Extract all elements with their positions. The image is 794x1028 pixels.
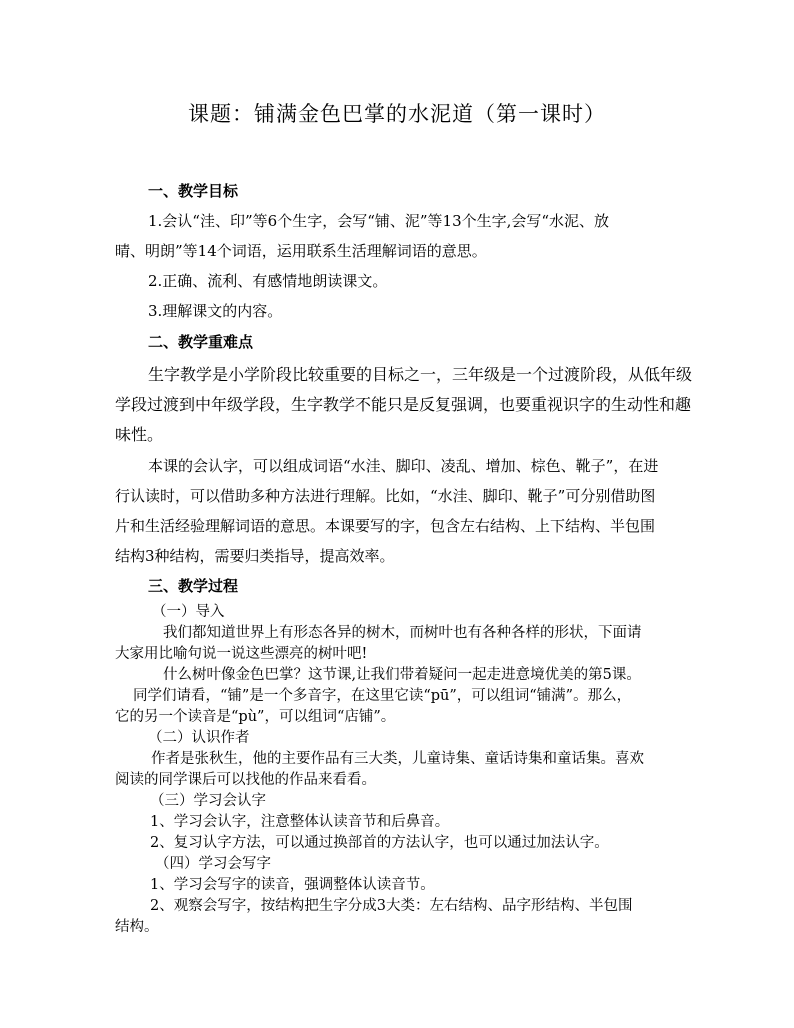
process-intro-line-1: 我们都知道世界上有形态各异的树木，而树叶也有各种各样的形状，下面请 xyxy=(163,625,642,641)
goals-line-2: 晴、明朗”等14个词语，运用联系生活理解词语的意思。 xyxy=(115,242,487,260)
process-author-heading: （二）认识作者 xyxy=(148,730,250,746)
difficulties-para2-line-1: 本课的会认字，可以组成词语“水洼、脚印、凌乱、增加、棕色、靴子”，在进 xyxy=(148,457,659,475)
process-write-heading: （四）学习会写字 xyxy=(155,856,271,872)
process-read-heading: （三）学习会认字 xyxy=(150,793,266,809)
goals-line-4: 3.理解课文的内容。 xyxy=(148,302,283,320)
process-intro-line-5: 它的另一个读音是“pù”，可以组词“店铺”。 xyxy=(115,709,396,725)
process-write-line-2: 2、观察会写字，按结构把生字分成3大类：左右结构、品字形结构、半包围 xyxy=(150,898,633,914)
process-write-line-1: 1、学习会写字的读音，强调整体认读音节。 xyxy=(150,877,435,893)
process-intro-line-4: 同学们请看，“铺”是一个多音字，在这里它读“pū”，可以组词“铺满”。那么， xyxy=(133,688,632,704)
process-author-line-1: 作者是张秋生，他的主要作品有三大类，儿童诗集、童话诗集和童话集。喜欢 xyxy=(151,751,644,767)
difficulties-para1-line-3: 味性。 xyxy=(115,425,164,444)
difficulties-para2-line-2: 行认读时，可以借助多种方法进行理解。比如，“水洼、脚印、靴子”可分别借助图 xyxy=(115,487,656,505)
section-heading-process: 三、教学过程 xyxy=(148,577,239,595)
process-read-line-1: 1、学习会认字，注意整体认读音节和后鼻音。 xyxy=(150,814,450,830)
goals-line-1: 1.会认“洼、印”等6个生字，会写“铺、泥”等13个生字,会写“水泥、放 xyxy=(148,212,610,230)
difficulties-para1-line-1: 生字教学是小学阶段比较重要的目标之一，三年级是一个过渡阶段，从低年级 xyxy=(148,365,693,384)
lesson-title: 课题：铺满金色巴掌的水泥道（第一课时） xyxy=(188,102,606,126)
goals-line-3: 2.正确、流利、有感情地朗读课文。 xyxy=(148,272,388,290)
process-author-line-2: 阅读的同学课后可以找他的作品来看看。 xyxy=(115,772,376,788)
difficulties-para2-line-3: 片和生活经验理解词语的意思。本课要写的字，包含左右结构、上下结构、半包围 xyxy=(115,517,656,535)
process-intro-heading: （一）导入 xyxy=(152,604,225,620)
difficulties-para2-line-4: 结构3种结构，需要归类指导，提高效率。 xyxy=(115,547,395,565)
process-write-line-3: 结构。 xyxy=(115,919,159,935)
process-intro-line-2: 大家用比喻句说一说这些漂亮的树叶吧! xyxy=(115,646,368,662)
process-intro-line-3: 什么树叶像金色巴掌？这节课,让我们带着疑问一起走进意境优美的第5课。 xyxy=(163,667,641,683)
section-heading-difficulties: 二、教学重难点 xyxy=(148,333,254,351)
section-heading-goals: 一、教学目标 xyxy=(148,182,239,200)
process-read-line-2: 2、复习认字方法，可以通过换部首的方法认字，也可以通过加法认字。 xyxy=(150,835,609,851)
difficulties-para1-line-2: 学段过渡到中年级学段，生字教学不能只是反复强调，也要重视识字的生动性和趣 xyxy=(115,395,692,414)
